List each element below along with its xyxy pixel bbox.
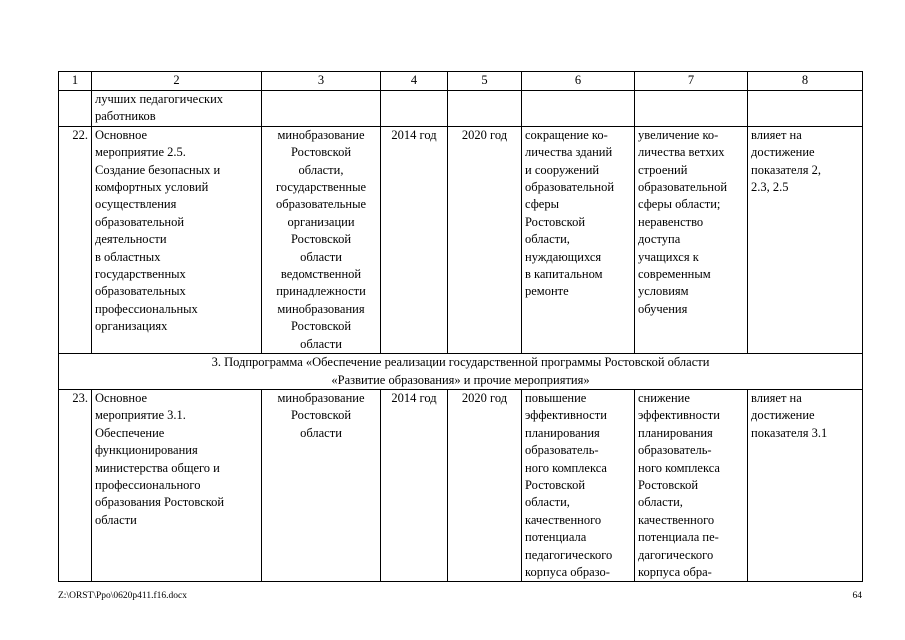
cell-line: осуществления xyxy=(95,197,177,212)
consequence-cell xyxy=(635,389,748,581)
cell-line: ного комплекса xyxy=(525,460,607,475)
expected-result-cell xyxy=(522,389,635,581)
cell-line: мероприятие 2.5. xyxy=(95,145,186,160)
cell-line: Создание безопасных и xyxy=(95,162,221,177)
cell-line: профессиональных xyxy=(95,301,198,316)
cell-line: 3. Подпрограмма «Обеспечение реализации государственной программы Ростовской области xyxy=(211,355,710,370)
cell-line: учащихся к xyxy=(638,249,699,264)
header-cell-6: 6 xyxy=(522,72,635,91)
cell-line: Ростовской xyxy=(525,477,586,492)
cell-line: области xyxy=(300,249,342,264)
subprogram-3-heading xyxy=(59,354,863,390)
header-cell-2: 2 xyxy=(92,72,262,91)
cell-line: области, xyxy=(638,495,683,510)
cell-line: Обеспечение xyxy=(95,425,165,440)
executor-cell xyxy=(262,389,381,581)
num-cell xyxy=(59,91,92,127)
cell-line: образовательных xyxy=(95,284,186,299)
header-cell-5: 5 xyxy=(448,72,522,91)
start-year-cell: 2014 год xyxy=(381,126,448,353)
cell-line: эффективности xyxy=(525,408,607,423)
cell-line: минобразование xyxy=(277,390,365,405)
cell-line: мероприятие 3.1. xyxy=(95,408,186,423)
indicator-link-cell xyxy=(748,389,863,581)
cell-line: Ростовской xyxy=(290,408,352,423)
cell-line: сферы области; xyxy=(638,197,721,212)
cell-line: показателя 3.1 xyxy=(751,425,828,440)
cell-line: дагогического xyxy=(638,547,714,562)
cell-line: работников xyxy=(95,109,156,124)
cell-line: строений xyxy=(638,162,688,177)
start-cell xyxy=(381,91,448,127)
cell-line: деятельности xyxy=(95,232,167,247)
row-number: 22. xyxy=(59,126,92,353)
cell-line: Ростовской xyxy=(290,232,352,247)
cell-line: показателя 2, xyxy=(751,162,822,177)
cell-line: качественного xyxy=(638,512,715,527)
indicator-cell xyxy=(748,91,863,127)
end-year-cell: 2020 год xyxy=(448,126,522,353)
measure-cell xyxy=(92,91,262,127)
cell-line: образовательной xyxy=(638,180,728,195)
cell-line: государственные xyxy=(275,180,367,195)
cell-line: достижение xyxy=(751,408,815,423)
end-year-cell: 2020 год xyxy=(448,389,522,581)
cell-line: педагогического xyxy=(525,547,613,562)
cell-line: планирования xyxy=(525,425,600,440)
cell-line: образовательной xyxy=(95,214,185,229)
cell-line: неравенство xyxy=(638,214,704,229)
header-cell-3: 3 xyxy=(262,72,381,91)
header-cell-8: 8 xyxy=(748,72,863,91)
cell-line: организациях xyxy=(95,319,168,334)
cell-line: Ростовской xyxy=(290,319,352,334)
consequence-cell xyxy=(635,126,748,353)
measure-cell xyxy=(92,389,262,581)
cell-line: снижение xyxy=(638,390,690,405)
cell-line: «Развитие образования» и прочие мероприятия» xyxy=(331,372,590,387)
start-year-cell: 2014 год xyxy=(381,389,448,581)
cell-line: государственных xyxy=(95,267,186,282)
cell-line: области xyxy=(300,425,342,440)
cell-line: ного комплекса xyxy=(638,460,720,475)
cell-line: достижение xyxy=(751,145,815,160)
cell-line: Ростовской xyxy=(638,477,699,492)
cell-line: функционирования xyxy=(95,443,198,458)
cell-line: комфортных условий xyxy=(95,180,209,195)
cell-line: Основное xyxy=(95,390,148,405)
cell-line: лучших педагогических xyxy=(95,92,224,106)
header-row xyxy=(59,72,863,91)
cell-line: министерства общего и xyxy=(95,460,220,475)
cell-line: условиям xyxy=(638,284,689,299)
cell-line: принадлежности xyxy=(276,284,366,299)
cell-line: личества ветхих xyxy=(638,145,725,160)
cell-line: планирования xyxy=(638,425,713,440)
program-table xyxy=(58,71,863,582)
cell-line: организации xyxy=(287,214,355,229)
cell-line: Ростовской xyxy=(290,145,352,160)
cell-line: Ростовской xyxy=(525,214,586,229)
table-row-22 xyxy=(59,126,863,353)
cell-line: минобразование xyxy=(277,127,365,142)
cell-line: эффективности xyxy=(638,408,720,423)
cell-line: личества зданий xyxy=(525,145,613,160)
result-cell xyxy=(522,91,635,127)
cell-line: влияет на xyxy=(751,390,802,405)
cell-line: обучения xyxy=(638,301,688,316)
header-cell-1: 1 xyxy=(59,72,92,91)
cell-line: образователь- xyxy=(525,443,599,458)
cell-line: качественного xyxy=(525,512,602,527)
cell-line: сферы xyxy=(525,197,559,212)
cell-line: 2.3, 2.5 xyxy=(751,180,789,195)
cell-line: образовательные xyxy=(275,197,367,212)
cell-line: ремонте xyxy=(525,284,569,299)
cell-line: потенциала пе- xyxy=(638,530,719,545)
row-number: 23. xyxy=(59,389,92,581)
cell-line: области, xyxy=(525,232,570,247)
cell-line: области, xyxy=(298,162,344,177)
cell-line: в капитальном xyxy=(525,267,603,282)
cell-line: влияет на xyxy=(751,127,802,142)
cell-line: увеличение ко- xyxy=(638,127,719,142)
cell-line: Основное xyxy=(95,127,148,142)
cell-line: и сооружений xyxy=(525,162,600,177)
measure-cell xyxy=(92,126,262,353)
end-cell xyxy=(448,91,522,127)
cell-line: повышение xyxy=(525,390,587,405)
cell-line: образователь- xyxy=(638,443,712,458)
cell-line: сокращение ко- xyxy=(525,127,608,142)
table-row-23 xyxy=(59,389,863,581)
cell-line: корпуса образо- xyxy=(525,564,610,579)
cell-line: образования Ростовской xyxy=(95,495,225,510)
cell-line: области xyxy=(300,336,342,351)
header-cell-4: 4 xyxy=(381,72,448,91)
cell-line: корпуса обра- xyxy=(638,564,712,579)
cell-line: ведомственной xyxy=(280,267,362,282)
continuation-row xyxy=(59,91,863,127)
cell-line: нуждающихся xyxy=(525,249,602,264)
consequence-cell xyxy=(635,91,748,127)
cell-line: потенциала xyxy=(525,530,587,545)
cell-line: профессионального xyxy=(95,477,201,492)
expected-result-cell xyxy=(522,126,635,353)
footer-page-number: 64 xyxy=(852,591,862,601)
cell-line: доступа xyxy=(638,232,681,247)
indicator-link-cell xyxy=(748,126,863,353)
cell-line: современным xyxy=(638,267,711,282)
cell-line: образовательной xyxy=(525,180,615,195)
section-heading-row xyxy=(59,354,863,390)
cell-line: в областных xyxy=(95,249,161,264)
cell-line: минобразования xyxy=(277,301,365,316)
executor-cell xyxy=(262,126,381,353)
executor-cell xyxy=(262,91,381,127)
header-cell-7: 7 xyxy=(635,72,748,91)
cell-line: области xyxy=(95,512,137,527)
footer-file-path: Z:\ORST\Ppo\0620p411.f16.docx xyxy=(58,591,187,601)
cell-line: области, xyxy=(525,495,570,510)
